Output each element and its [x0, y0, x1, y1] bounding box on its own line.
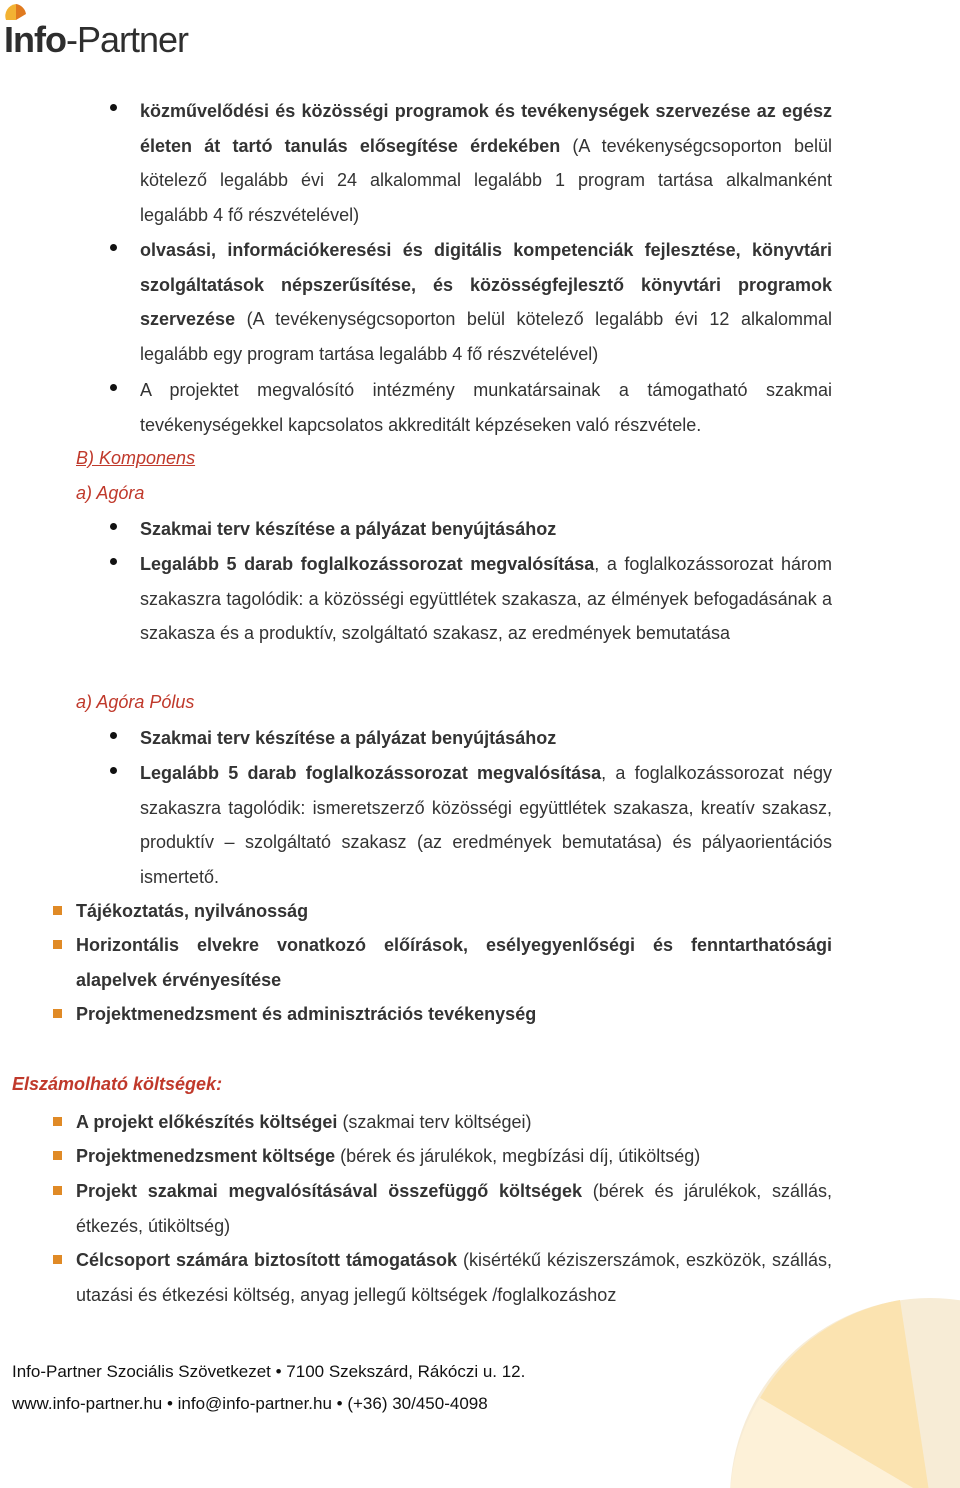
- costs-title: Elszámolható költségek:: [12, 1074, 223, 1094]
- list-item: Szakmai terv készítése a pályázat benyújtásához: [140, 519, 557, 539]
- list-item: Horizontális elvekre vonatkozó előírások, esélyegyenlőségi és fenntarthatósági alapelvek érvényesítése: [76, 935, 832, 990]
- list-item: Legalább 5 darab foglalkozássorozat megvalósítása, a foglalkozássorozat négy szakaszra tagolódik: ismeretszerző közösségi együttlétek szakasza, kreatív szakasz, produktív – szolgáltató szakasz (az eredmények bemutatása) és pályaorientációs ismertető.: [140, 763, 832, 887]
- list-item: Projekt szakmai megvalósításával összefüggő költségek (bérek és járulékok, szállás, étkezés, útiköltség): [76, 1181, 832, 1236]
- component-heading[interactable]: B) Komponens: [76, 448, 196, 468]
- square-bullet: [53, 940, 62, 949]
- bullet-dot: [110, 558, 117, 565]
- footer-address: Info-Partner Szociális Szövetkezet • 7100 Szekszárd, Rákóczi u. 12.: [12, 1362, 526, 1381]
- list-item: Tájékoztatás, nyilvánosság: [76, 901, 309, 921]
- footer-contact[interactable]: www.info-partner.hu • info@info-partner.hu • (+36) 30/450-4098: [12, 1394, 488, 1413]
- agora-polus-heading: a) Agóra Pólus: [76, 692, 195, 712]
- list-item: olvasási, információkeresési és digitális kompetenciák fejlesztése, könyvtári szolgáltatások népszerűsítése, és közösségfejlesztő könyvtári programok szervezése (A tevékenységcsoporton belül kötelező legalább évi 12 alkalommal legalább egy program tartása legalább 4 fő részvételével): [140, 240, 832, 364]
- list-item: közművelődési és közösségi programok és tevékenységek szervezése az egész életen át tartó tanulás elősegítése érdekében (A tevékenységcsoporton belül kötelező legalább évi 24 alkalommal legalább 1 program tartása alkalmanként legalább 4 fő részvételével): [140, 101, 832, 225]
- list-item: Projektmenedzsment költsége (bérek és járulékok, megbízási díj, útiköltség): [76, 1146, 701, 1166]
- company-logo: [4, 0, 244, 64]
- list-item: A projekt előkészítés költségei (szakmai terv költségei): [76, 1112, 532, 1132]
- square-bullet: [53, 1255, 62, 1264]
- list-item: Szakmai terv készítése a pályázat benyújtásához: [140, 728, 557, 748]
- logo-wordmark: Info-Partner: [4, 19, 189, 60]
- list-item: A projektet megvalósító intézmény munkatársainak a támogatható szakmai tevékenységekkel kapcsolatos akkreditált képzéseken való részvétele.: [140, 380, 832, 435]
- list-item: Projektmenedzsment és adminisztrációs tevékenység: [76, 1004, 537, 1024]
- bullet-dot: [110, 104, 117, 111]
- bullet-dot: [110, 732, 117, 739]
- list-item: Célcsoport számára biztosított támogatások (kisértékű kéziszerszámok, eszközök, szállás, utazási és étkezési költség, anyag jellegű költségek /foglalkozáshoz: [76, 1250, 832, 1305]
- bullet-dot: [110, 523, 117, 530]
- square-bullet: [53, 906, 62, 915]
- list-item: Legalább 5 darab foglalkozássorozat megvalósítása, a foglalkozássorozat három szakaszra tagolódik: a közösségi együttlétek szakasza, az élmények befogadásának a szakasza és a produktív, szolgáltató szakasz, az eredmények bemutatása: [140, 554, 832, 643]
- square-bullet: [53, 1151, 62, 1160]
- bullet-dot: [110, 244, 117, 251]
- square-bullet: [53, 1117, 62, 1126]
- bullet-dot: [110, 767, 117, 774]
- bullet-dot: [110, 384, 117, 391]
- agora-heading: a) Agóra: [76, 483, 145, 503]
- decorative-pie-graphic: [700, 1248, 960, 1488]
- square-bullet: [53, 1186, 62, 1195]
- square-bullet: [53, 1009, 62, 1018]
